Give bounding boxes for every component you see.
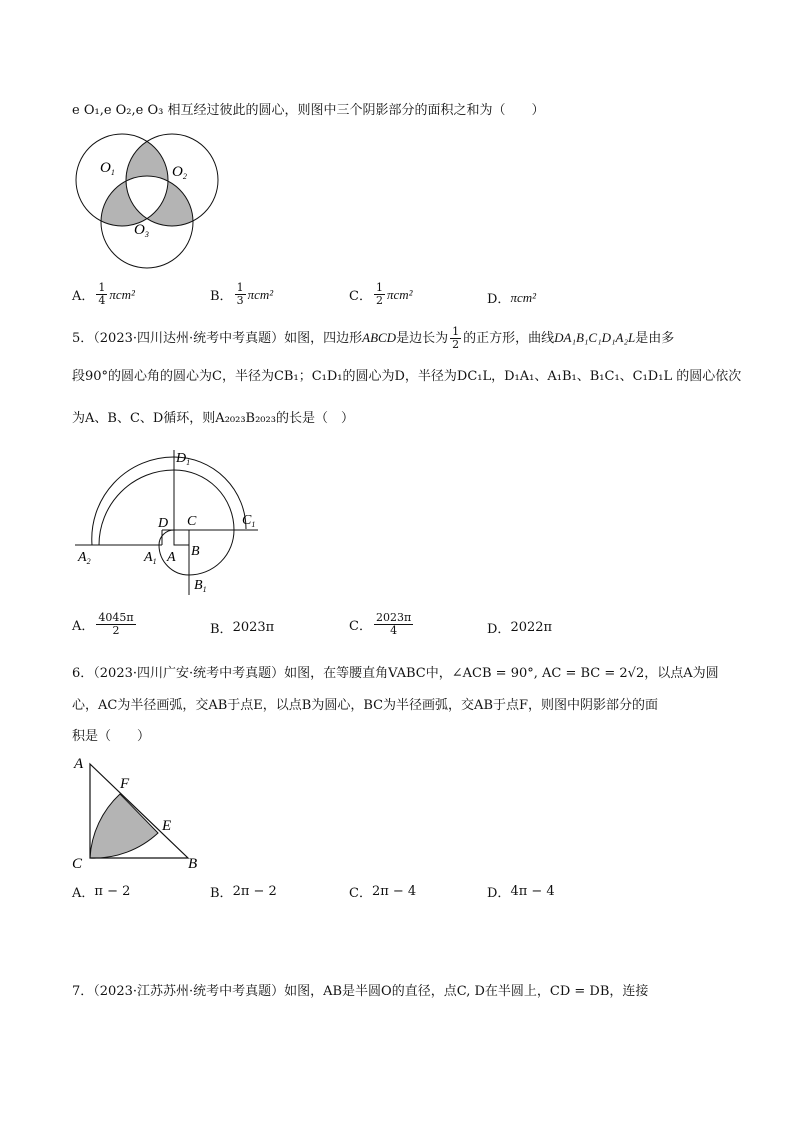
q5-line3: 为A、B、C、D循环，则A₂₀₂₃B₂₀₂₃的长是（ ） <box>72 411 354 426</box>
fraction: $\frac{2023\pi}{4}$ <box>375 611 412 637</box>
svg-text:B: B <box>188 856 198 872</box>
q5-option-d[interactable]: D． 2022π <box>487 620 553 637</box>
svg-text:B1: $B_1$ <box>194 578 207 594</box>
q5-option-b[interactable]: B． 2023π <box>210 620 275 637</box>
label-o2: $O_2$ <box>172 164 187 181</box>
svg-text:C: C <box>187 514 197 529</box>
svg-text:A2: $A_2$ <box>78 550 91 566</box>
q6-line3: 积是（ ） <box>72 729 151 744</box>
q6-line2: 心，AC为半径画弧，交AB于点E，以点B为圆心，BC为半径画弧，交AB于点F，则图中阴影部分的面 <box>72 698 659 713</box>
fraction: $\frac{1}{3}$ <box>236 281 244 307</box>
q5-line2: 段90°的圆心角的圆心为C，半径为CB₁；C₁D₁的圆心为D，半径为DC₁L，D₁A₁、A₁B₁、B₁C₁、C₁D₁L 的圆心依次 <box>72 369 742 384</box>
q5-figure <box>70 445 270 600</box>
shaded-region <box>90 794 158 858</box>
q5-options <box>72 612 772 638</box>
svg-text:D1: $D_1$ <box>176 451 191 467</box>
q4-stem-text: 相互经过彼此的圆心，则图中三个阴影部分的面积之和为（ ） <box>167 103 545 118</box>
q6-option-a[interactable]: A． π − 2 <box>72 884 131 901</box>
label-o1: $O_1$ <box>100 160 115 177</box>
q4-options <box>72 282 772 308</box>
fraction: $\frac{1}{4}$ <box>98 281 106 307</box>
q7-line1: 7．（2023·江苏苏州·统考中考真题）如图，AB是半圆O的直径，点C, D在半圆上，CD = DB，连接 <box>72 984 649 999</box>
q5-option-c[interactable]: C． $\frac{2023\pi}{4}$ <box>349 611 412 637</box>
q4-option-c[interactable]: C． $\frac{1}{2}$ πcm² <box>349 281 413 307</box>
q5-line1: 5．（2023·四川达州·统考中考真题）如图，四边形ABCD是边长为 $\frac{1}{2}$ 的正方形，曲线DA₁B₁C₁D₁A₂L是由多 <box>72 325 675 351</box>
svg-text:C1: $C_1$ <box>242 513 256 529</box>
svg-text:C: C <box>72 856 83 872</box>
q4-figure <box>62 130 232 280</box>
q6-option-c[interactable]: C． 2π − 4 <box>349 884 417 901</box>
svg-text:A1: $A_1$ <box>144 550 157 566</box>
svg-text:D: D <box>158 516 169 531</box>
label-o3: $O_3$ <box>134 222 149 239</box>
q4-option-a[interactable]: A． $\frac{1}{4}$ πcm² <box>72 281 135 307</box>
q6-line1: 6．（2023·四川广安·统考中考真题）如图，在等腰直角VABC中，∠ACB = 90°, AC = BC = 2√2，以点A为圆 <box>72 666 719 681</box>
q6-options <box>72 882 772 908</box>
q4-option-b[interactable]: B． $\frac{1}{3}$ πcm² <box>210 281 274 307</box>
q5-option-a[interactable]: A． $\frac{4045\pi}{2}$ <box>72 611 134 637</box>
fraction: $\frac{4045\pi}{2}$ <box>98 611 134 637</box>
square-abcd <box>174 530 189 545</box>
svg-text:A: A <box>74 756 84 772</box>
q6-option-b[interactable]: B． 2π − 2 <box>210 884 277 901</box>
q6-option-d[interactable]: D． 4π − 4 <box>487 884 555 901</box>
fraction: $\frac{1}{2}$ <box>375 281 383 307</box>
q4-option-d[interactable]: D． πcm² <box>487 289 537 307</box>
q4-stem <box>72 102 545 120</box>
svg-text:A: A <box>167 550 176 565</box>
svg-text:F: F <box>120 776 130 792</box>
svg-text:E: E <box>162 818 172 834</box>
q6-figure <box>70 752 210 874</box>
fraction: $\frac{1}{2}$ <box>452 325 460 351</box>
q4-stem-circles: e O₁,e O₂,e O₃ <box>72 103 164 118</box>
svg-text:B: B <box>191 544 200 559</box>
